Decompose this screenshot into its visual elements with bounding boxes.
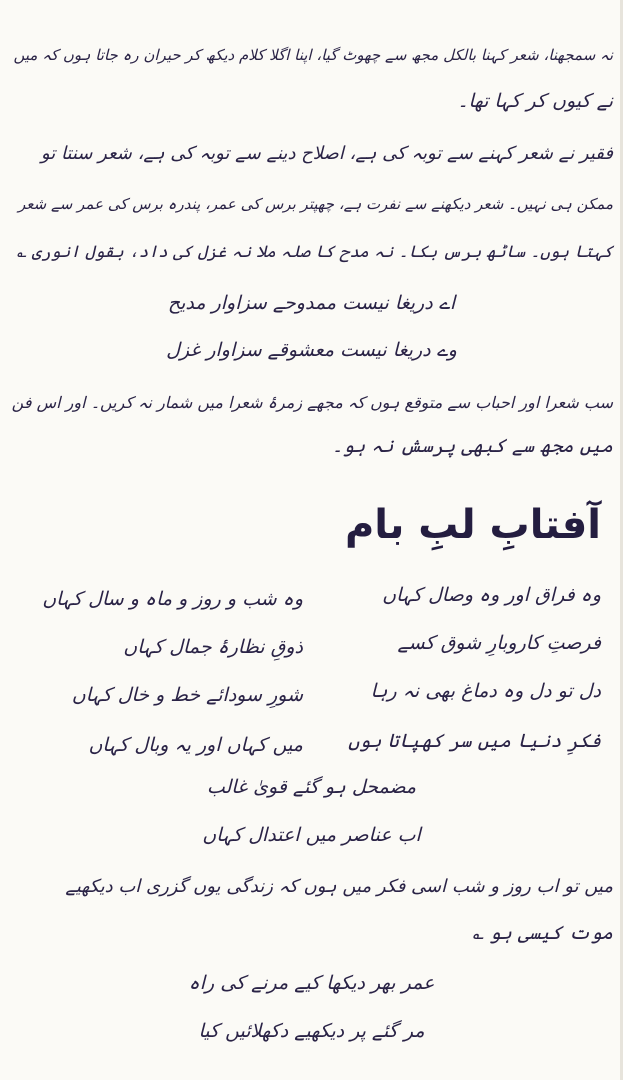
- intro-line-2: نے کیوں کر کہا تھا۔: [457, 90, 613, 112]
- para2-line-1: فقیر نے شعر کہنے سے توبہ کی ہے، اصلاح دینے سے توبہ کی ہے، شعر سنتا تو: [41, 143, 613, 164]
- closing-misra-1: عمر بھر دیکھا کیے مرنے کی راہ: [188, 972, 435, 994]
- para2-line-3: کہتا ہوں۔ ساٹھ برس بکا۔ نہ مدح کا صلہ ملا نہ غزل کی داد، بقول انوری ؎: [16, 242, 613, 261]
- anwari-misra-2: وے دریغا نیست معشوقے سزاوار غزل: [166, 339, 457, 361]
- intro-line-1: نہ سمجھنا، شعر کہنا بالکل مجھ سے چھوٹ گیا، اپنا اگلا کلام دیکھ کر حیران رہ جاتا ہوں کہ میں: [13, 46, 613, 64]
- maqta-misra-1: مضمحل ہو گئے قویٰ غالب: [206, 776, 417, 798]
- para2-line-2: ممکن ہی نہیں۔ شعر دیکھنے سے نفرت ہے، چھپتر برس کی عمر، پندرہ برس کی عمر سے شعر: [18, 195, 613, 213]
- ghazal-4-misra-1: فکرِ دنیا میں سر کھپاتا ہوں: [348, 730, 601, 752]
- maqta-misra-2: اب عناصر میں اعتدال کہاں: [202, 824, 421, 846]
- ghazal-3-misra-2: شورِ سودائے خط و خال کہاں: [71, 684, 303, 706]
- section-title: آفتابِ لبِ بام: [344, 502, 601, 548]
- ghazal-2-misra-1: فرصتِ کاروبارِ شوق کسے: [397, 632, 601, 654]
- closing-misra-2: مر گئے پر دیکھیے دکھلائیں کیا: [198, 1020, 425, 1042]
- ghazal-4-misra-2: میں کہاں اور یہ وبال کہاں: [88, 734, 303, 756]
- ghazal-1-misra-1: وہ فراق اور وہ وصال کہاں: [382, 584, 601, 606]
- para3-line-2: میں مجھ سے کبھی پرسش نہ ہو۔: [331, 435, 613, 457]
- closing-line-1: میں تو اب روز و شب اسی فکر میں ہوں کہ زندگی یوں گزری اب دیکھیے: [65, 876, 613, 897]
- closing-line-2: موت کیسی ہو ؎: [472, 922, 613, 944]
- ghazal-1-misra-2: وہ شب و روز و ماہ و سال کہاں: [42, 588, 303, 610]
- para3-line-1: سب شعرا اور احباب سے متوقع ہوں کہ مجھے زمرۂ شعرا میں شمار نہ کریں۔ اور اس فن: [11, 393, 613, 412]
- ghazal-2-misra-2: ذوقِ نظارۂ جمال کہاں: [123, 636, 303, 658]
- anwari-misra-1: اے دریغا نیست ممدوحے سزاوار مدیح: [167, 292, 456, 314]
- ghazal-3-misra-1: دل تو دل وہ دماغ بھی نہ رہا: [370, 680, 601, 702]
